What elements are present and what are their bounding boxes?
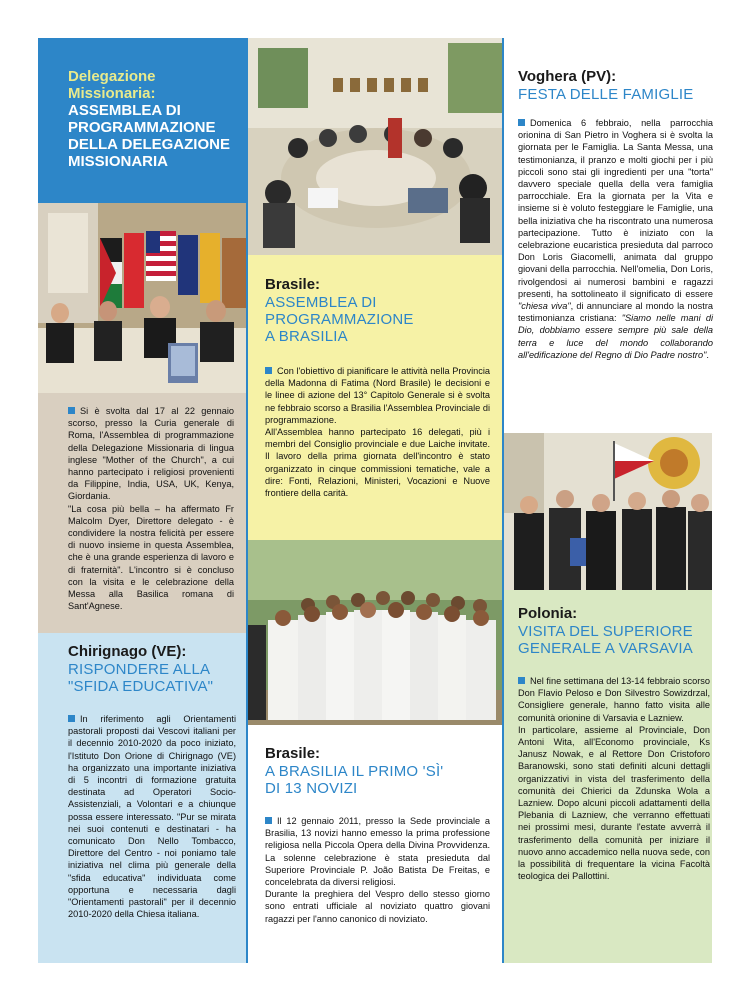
polonia-paragraph-2: In particolare, assieme al Provinciale, Don Antoni Wita, all'Economo provinciale, Ks Janusz Nowak, e al Rettore Don Cristoforo Baranowski, sono stati definiti alcuni dettagli organizzativi in vista del trasferimento della comunità dei Chierici da Zdunska Wola a Lazniew. Dopo alcuni piccoli adattamenti della Plebania di Lazniew, che verranno effettuati nei prossimi mesi, durante l'estate avverrà il trasferimento della comunità per iniziare il nuovo anno accademico nella nuova sede, con la possibilità di frequentare la vicina Facoltà teologica dei Pallottini. xyxy=(518,724,710,882)
bullet-square-icon xyxy=(265,367,272,374)
chirignago-paragraph: In riferimento agli Orientamenti pastorali proposti dai Vescovi italiani per il decennio 2010-2020 da poco iniziato, l'Istituto Don Orione di Chirignago (VE) ha organizzato una importante iniziativa di 5 incontri di formazione gratuita destinata ad Operatori Socio-Assistenziali, a Volontari e a chiunque possa essere interessato. "Pur se mirata nei suoi contenuti e destinatari - ha comunicato Don Nello Tombacco, Direttore del Centro - noi poniamo tale iniziativa nel clima più generale della "sfida educativa" individuata come opportuna e necessaria dagli "Orientamenti pastorali" per il decennio 2010-2020 della Chiesa italiana. xyxy=(68,714,236,920)
polonia-title-group xyxy=(518,605,713,657)
brasile1-paragraph-2: All'Assemblea hanno partecipato 16 delegati, più i membri del Consiglio provinciale e due Laiche invitate. Il lavoro della prima giornata dell'incontro è stato organizzato in cinque commissioni tematiche, vale a dire: Fonti, Relazioni, Ministeri, Vocazioni e Nuove frontiere della carità. xyxy=(265,427,490,499)
delegazione-kicker-2: Missionaria: xyxy=(68,85,156,102)
polonia-group-photo xyxy=(504,433,712,590)
polonia-headline-2: GENERALE A VARSAVIA xyxy=(518,640,693,657)
polonia-body xyxy=(518,675,710,882)
delegazione-header-panel xyxy=(38,38,246,203)
brasile-novizi-title-group xyxy=(265,745,495,797)
delegazione-paragraph-1: Si è svolta dal 17 al 22 gennaio scorso, presso la Curia generale di Roma, l'Assemblea di programmazione della Delegazione Missionaria di lingua inglese "Mother of the Church", a cui hanno partecipato i religiosi provenienti da Filippine, India, USA, UK, Kenya, Giordania. xyxy=(68,406,234,502)
delegazione-paragraph-2: "La cosa più bella – ha affermato Fr Malcolm Dyer, Direttore delegato - è condividere la nostra felicità per essere di nuovo insieme in questa Assemblea, che è una grande esperienza di lavoro e di fraternità". L'incontro si è concluso con la visita e le celebrazione della Messa alla Basilica romana di Sant'Agnese. xyxy=(68,503,234,612)
delegazione-headline-2: PROGRAMMAZIONE xyxy=(68,119,216,136)
voghera-paragraph-mid: , di annunciare al mondo la nostra testimonianza cristiana: xyxy=(518,301,713,324)
brasile2-body xyxy=(265,815,490,925)
voghera-title-group xyxy=(518,68,718,103)
polonia-headline-1: VISITA DEL SUPERIORE xyxy=(518,623,693,640)
delegazione-body xyxy=(68,405,234,612)
brasile2-kicker: Brasile: xyxy=(265,745,321,762)
voghera-quote: "Siamo nelle mani di Dio, dobbiamo essere sempre più sale della terra e luce del mondo collaborando all'edificazione del Regno di Dio Padre nostro" xyxy=(518,313,713,360)
column-divider-left xyxy=(246,38,248,963)
brasile1-headline-2: PROGRAMMAZIONE xyxy=(265,311,414,328)
brasile-meeting-photo xyxy=(248,38,502,255)
brasile1-kicker: Brasile: xyxy=(265,276,321,293)
bullet-square-icon xyxy=(68,407,75,414)
chirignago-title-group xyxy=(68,643,243,695)
brasile-assemblea-title-group xyxy=(265,276,495,345)
delegazione-headline-3: DELLA DELEGAZIONE xyxy=(68,136,230,153)
chirignago-headline-1: RISPONDERE ALLA xyxy=(68,661,211,678)
brasile1-paragraph-1: Con l'obiettivo di pianificare le attività nella Provincia della Madonna di Fatima (Nord Brasile) le decisioni e le linee di azione del 13° Capitolo Generale si è svolta ne febbraio scorso a Brasilia l'Assemblea Provinciale di programmazione. xyxy=(265,366,490,425)
delegazione-kicker-1: Delegazione xyxy=(68,68,156,85)
delegazione-assembly-photo xyxy=(38,203,246,393)
delegazione-headline-4: MISSIONARIA xyxy=(68,153,169,170)
chirignago-headline-2: "SFIDA EDUCATIVA" xyxy=(68,678,214,695)
brasile2-paragraph-2: Durante la preghiera del Vespro dello stesso giorno sono entrati ufficiale al noviziato quattro giovani ragazzi per l'anno canonico di noviziato. xyxy=(265,889,490,924)
chirignago-body xyxy=(68,713,236,920)
voghera-body xyxy=(518,117,713,361)
bullet-square-icon xyxy=(265,817,272,824)
voghera-paragraph-end: . xyxy=(706,349,709,360)
brasile2-headline-1: A BRASILIA IL PRIMO 'SÌ' xyxy=(265,763,444,780)
chirignago-kicker: Chirignago (VE): xyxy=(68,643,187,660)
polonia-kicker: Polonia: xyxy=(518,605,578,622)
brasile1-headline-3: A BRASILIA xyxy=(265,328,348,345)
voghera-headline: FESTA DELLE FAMIGLIE xyxy=(518,86,694,103)
delegazione-headline-1: ASSEMBLEA DI xyxy=(68,102,181,119)
voghera-quote-chiesa-viva: "chiesa viva" xyxy=(518,301,571,312)
bullet-square-icon xyxy=(518,677,525,684)
bullet-square-icon xyxy=(518,119,525,126)
voghera-kicker: Voghera (PV): xyxy=(518,68,617,85)
polonia-paragraph-1: Nel fine settimana del 13-14 febbraio scorso Don Flavio Peloso e Don Silvestro Sowizdrzal, Consigliere generale, hanno fatto visita alle comunità orionine di Varsavia e Lazniew. xyxy=(518,676,710,723)
brasile2-headline-2: DI 13 NOVIZI xyxy=(265,780,358,797)
brasile1-headline-1: ASSEMBLEA DI xyxy=(265,294,377,311)
bullet-square-icon xyxy=(68,715,75,722)
brasile1-body xyxy=(265,365,490,499)
voghera-paragraph: Domenica 6 febbraio, nella parrocchia orionina di San Pietro in Voghera si è svolta la giornata per le Famiglia. La Santa Messa, una testimonianza, il pranzo e molti giochi per i più piccoli sono stai gli ingredienti per una "torta" davvero speciale quella della vera famiglia parrocchiale. Era la giornata per la Vita e insieme si è voluto festeggiare le Famiglie, una bella iniziativa che ha riscontrato una numerosa partecipazione. Tutto è iniziato con la celebrazione eucaristica presieduta dal parroco Don Loris Giacomelli, animata dal gruppo giovani della parrocchia. Nell'omelia, Don Loris, rivolgendosi ai numerosi bambini e ragazzi presenti, ha sottolineato il significato di essere xyxy=(518,118,713,299)
brasile2-paragraph-1: Il 12 gennaio 2011, presso la Sede provinciale a Brasilia, 13 novizi hanno emesso la prima professione religiosa nella Piccola Opera della Divina Provvidenza. La solenne celebrazione è stata presieduta dal Superiore Provinciale P. João Batista De Freitas, e concelebrata da diversi religiosi. xyxy=(265,816,490,888)
brasile-novizi-photo xyxy=(248,540,502,725)
